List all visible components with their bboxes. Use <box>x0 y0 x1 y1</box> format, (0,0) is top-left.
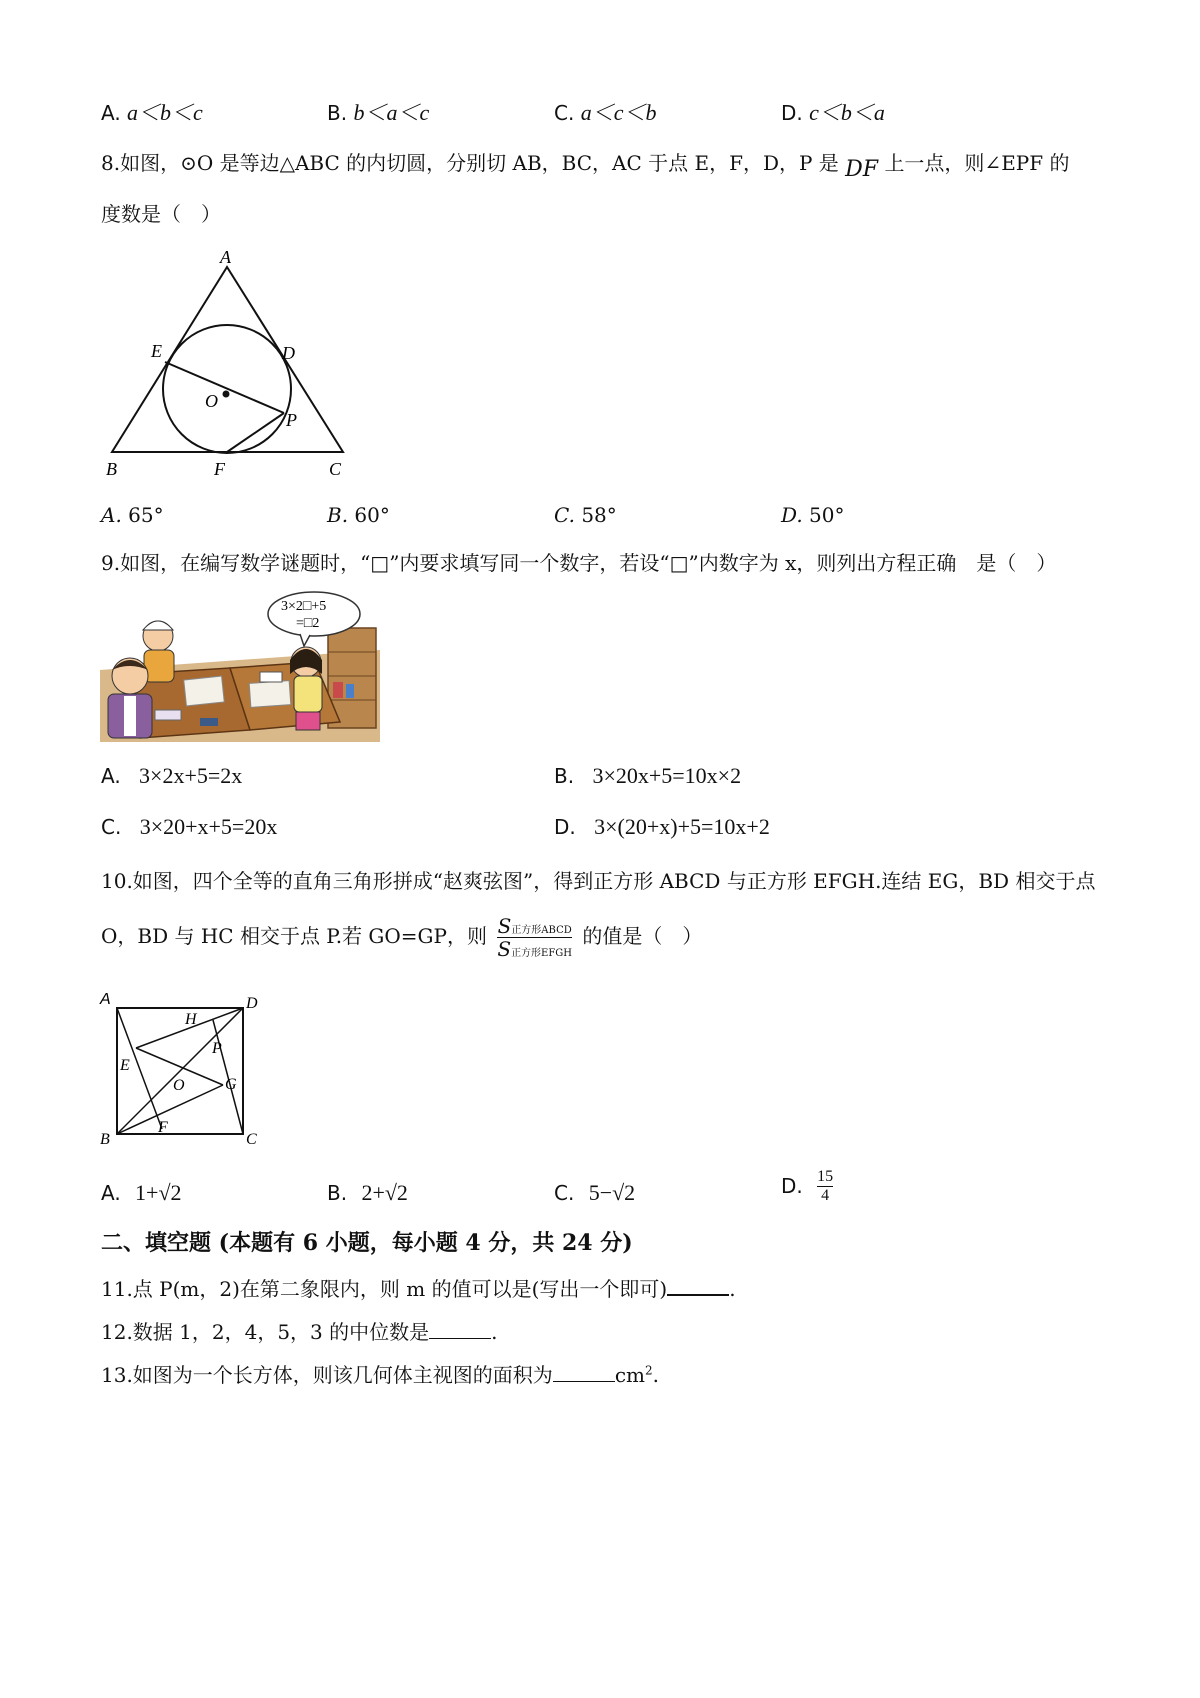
label-f: F <box>214 459 225 479</box>
q8-option-b-letter: B. <box>327 503 349 527</box>
q12-period: . <box>491 1320 498 1344</box>
q8-line1: 8.如图，⊙O 是等边△ABC 的内切圆，分别切 AB，BC，AC 于点 E，F，D，P 是 <box>101 151 839 175</box>
q10-option-c-letter: C. <box>554 1181 575 1205</box>
q10-option-c <box>554 1180 635 1206</box>
q8-option-a-text: 65° <box>128 503 164 527</box>
label-a: A <box>220 247 231 267</box>
section-heading: 二、填空题 (本题有 6 小题，每小题 4 分，共 24 分) <box>101 1230 633 1256</box>
q11-text: 11.点 P(m，2)在第二象限内，则 m 的值可以是(写出一个即可) <box>101 1277 668 1301</box>
label-p: P <box>286 410 297 430</box>
label-e: E <box>151 341 162 361</box>
label-b: B <box>106 459 117 479</box>
q13-text: 13.如图为一个长方体，则该几何体主视图的面积为 <box>101 1363 553 1387</box>
q10-label-f: F <box>158 1119 168 1136</box>
q8-option-d-text: 50° <box>809 503 845 527</box>
q10-option-c-text: 5−√2 <box>588 1180 636 1205</box>
label-c: C <box>329 459 342 479</box>
q7-option-a-letter: A. <box>101 101 121 125</box>
q12-answer-blank[interactable] <box>429 1320 491 1339</box>
q10-option-a-text: 1+√2 <box>135 1180 182 1205</box>
q11 <box>101 1273 736 1302</box>
label-o: O <box>205 391 218 411</box>
q7-option-c-text: a＜c＜b <box>580 100 657 125</box>
bubble-line2: =□2 <box>296 616 320 631</box>
bubble-line1: 3×2□+5 <box>281 599 327 614</box>
q9-option-a-text: 3×2x+5=2x <box>139 763 243 788</box>
q8-option-d <box>781 503 845 527</box>
q10-option-d-letter: D. <box>781 1174 803 1199</box>
q7-option-c-letter: C. <box>554 101 575 125</box>
q8-option-c <box>554 503 617 527</box>
q10-option-d-fraction <box>817 1168 833 1204</box>
denominator-sub: 正方形EFGH <box>511 948 573 959</box>
q11-period: . <box>729 1277 736 1301</box>
q10-label-g: G <box>225 1076 237 1093</box>
q9-option-b-letter: B. <box>554 764 575 788</box>
q9-option-a-letter: A. <box>101 764 121 788</box>
q8-option-b-text: 60° <box>354 503 390 527</box>
q10-line2-end: 的值是（ ） <box>582 924 703 948</box>
q7-option-c <box>554 96 656 127</box>
q10-figure <box>96 990 266 1150</box>
q10-option-b-text: 2+√2 <box>361 1180 408 1205</box>
q7-option-d <box>781 96 885 127</box>
q10-option-b-letter: B. <box>327 1181 348 1205</box>
q13-answer-blank[interactable] <box>553 1363 615 1382</box>
q9-option-b-text: 3×20x+5=10x×2 <box>592 763 742 788</box>
q8-arc-df: DF <box>845 157 879 182</box>
q10-line1: 10.如图，四个全等的直角三角形拼成“赵爽弦图”，得到正方形 ABCD 与正方形 EFGH.连结 EG，BD 相交于点 <box>101 869 1096 893</box>
q12-text: 12.数据 1，2，4，5，3 的中位数是 <box>101 1320 430 1344</box>
q11-answer-blank[interactable] <box>667 1276 729 1296</box>
q10-label-b: B <box>100 1131 110 1148</box>
segment-ep <box>165 362 284 413</box>
q13-unit: cm <box>614 1363 645 1387</box>
q9-option-d-letter: D. <box>554 815 576 839</box>
q9-option-b <box>554 763 741 789</box>
q9-question: 9.如图，在编写数学谜题时，“□”内要求填写同一个数字，若设“□”内数字为 x，则列出方程正确 是（ ） <box>101 551 1057 575</box>
q10-option-a-letter: A. <box>101 1181 121 1205</box>
q12 <box>101 1316 498 1345</box>
q10-label-h: H <box>185 1011 197 1028</box>
q9-option-d-text: 3×(20+x)+5=10x+2 <box>594 814 770 839</box>
q8-option-b <box>327 503 390 527</box>
q8-option-c-text: 58° <box>581 503 617 527</box>
q8-option-a <box>101 503 164 527</box>
q10-label-d: D <box>246 995 258 1012</box>
numerator-sub: 正方形ABCD <box>511 925 572 936</box>
q8-line1-end: 上一点，则∠EPF 的 <box>884 151 1070 175</box>
triangle-abc <box>112 267 343 452</box>
q10-label-p: P <box>212 1040 222 1057</box>
q10-option-d-den: 4 <box>821 1186 830 1204</box>
q10-label-e: E <box>120 1057 130 1074</box>
q10-option-d-num: 15 <box>817 1168 834 1185</box>
area-ratio-fraction <box>497 915 572 960</box>
q9-option-c <box>101 814 277 840</box>
fraction-denominator <box>497 938 572 960</box>
q10-option-b <box>327 1180 408 1206</box>
fraction-numerator <box>498 915 572 937</box>
q7-option-a <box>101 96 203 127</box>
q8-question <box>101 147 1070 182</box>
q10-option-d <box>781 1168 833 1204</box>
q13-period: . <box>652 1363 659 1387</box>
q8-option-d-letter: D. <box>781 503 803 527</box>
q7-option-b-letter: B. <box>327 101 348 125</box>
q8-line2: 度数是（ ） <box>101 202 221 226</box>
q13-unit-exponent: 2 <box>644 1363 653 1378</box>
q10-line2 <box>101 915 702 960</box>
q10-label-o: O <box>173 1077 185 1094</box>
q10-label-a: A <box>100 991 111 1008</box>
q9-option-d <box>554 814 770 840</box>
q9-illustration <box>100 590 380 742</box>
q9-option-c-text: 3×20+x+5=20x <box>139 814 278 839</box>
denominator-s: S <box>497 937 512 961</box>
q10-label-c: C <box>246 1131 257 1148</box>
q7-option-d-letter: D. <box>781 101 803 125</box>
label-d: D <box>282 343 295 363</box>
q7-option-b-text: b＜a＜c <box>353 100 430 125</box>
q8-option-c-letter: C. <box>554 503 575 527</box>
q8-option-a-letter: A. <box>101 503 122 527</box>
q13 <box>101 1359 659 1388</box>
q9-option-c-letter: C. <box>101 815 122 839</box>
q7-option-b <box>327 96 429 127</box>
q10-option-a <box>101 1180 182 1206</box>
q7-option-d-text: c＜b＜a <box>809 100 885 125</box>
numerator-s: S <box>497 914 512 938</box>
center-dot <box>223 391 230 398</box>
q10-line2-start: O，BD 与 HC 相交于点 P.若 GO=GP，则 <box>101 924 487 948</box>
q7-option-a-text: a＜b＜c <box>127 100 203 125</box>
q8-figure <box>100 245 360 485</box>
q9-option-a <box>101 763 242 789</box>
